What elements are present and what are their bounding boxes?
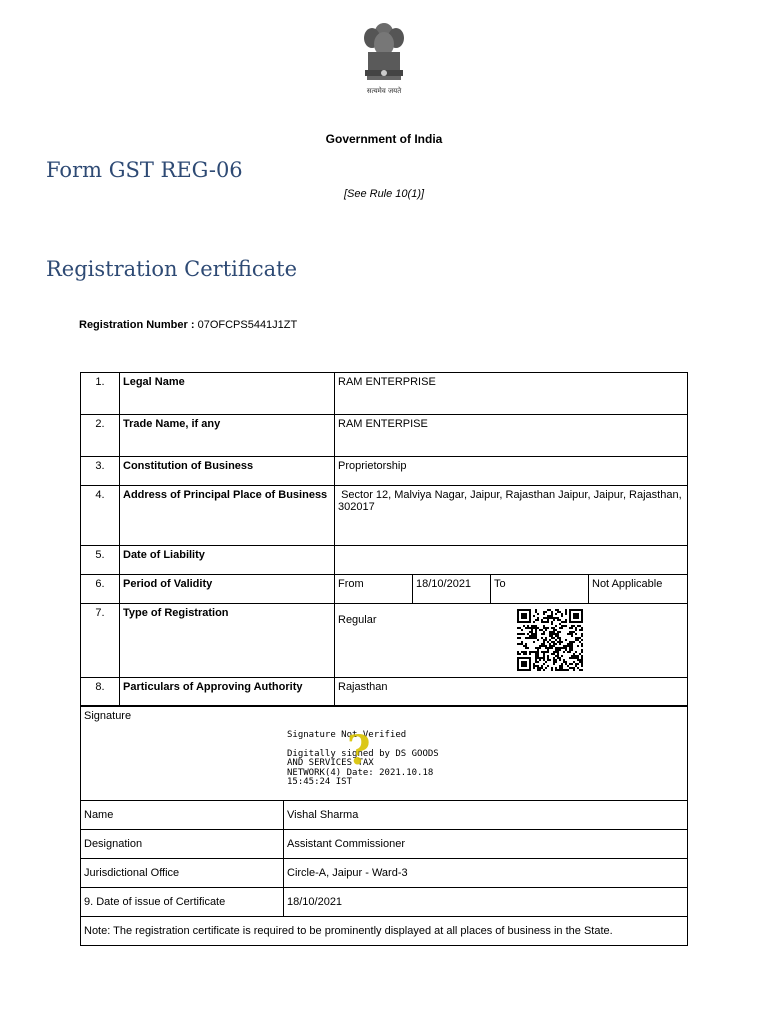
table-row: [81, 457, 688, 486]
signature-not-verified: Signature Not Verified: [287, 730, 407, 740]
certificate-title: Registration Certificate: [46, 257, 298, 281]
row-number: 3.: [81, 457, 120, 486]
validity-to-value: Not Applicable: [589, 575, 688, 604]
row-number: 8.: [81, 678, 120, 707]
registration-type-value: Regular: [335, 604, 688, 678]
name-value: Vishal Sharma: [284, 801, 688, 830]
address-value: Sector 12, Malviya Nagar, Jaipur, Rajasthan Jaipur, Jaipur, Rajasthan, 302017: [335, 486, 688, 546]
qr-code-icon: [517, 609, 583, 671]
row-label: Address of Principal Place of Business: [120, 486, 335, 546]
name-label: Name: [81, 801, 284, 830]
table-row: [81, 604, 688, 678]
signature-line: AND SERVICES TAX: [287, 758, 374, 768]
form-title: Form GST REG-06: [46, 158, 243, 182]
row-label: Particulars of Approving Authority: [120, 678, 335, 707]
signature-line: 15:45:24 IST: [287, 777, 353, 787]
question-mark-icon: ?: [347, 727, 371, 774]
trade-name-value: RAM ENTERPISE: [335, 415, 688, 457]
table-row: [81, 415, 688, 457]
emblem-motto: सत्यमेव जयते: [366, 87, 402, 95]
registration-number-value: 07OFCPS5441J1ZT: [197, 319, 298, 331]
jurisdictional-office-value: Circle-A, Jaipur - Ward-3: [284, 859, 688, 888]
legal-name-value: RAM ENTERPRISE: [335, 373, 688, 415]
row-number: 4.: [81, 486, 120, 546]
validity-from-label: From: [335, 575, 413, 604]
registration-number-label: Registration Number :: [79, 319, 195, 331]
row-label: Period of Validity: [120, 575, 335, 604]
constitution-value: Proprietorship: [335, 457, 688, 486]
issue-date-value: 18/10/2021: [284, 888, 688, 917]
registration-number-line: [79, 319, 297, 331]
signature-line: Digitally signed by DS GOODS: [287, 748, 439, 759]
row-label: Type of Registration: [120, 604, 335, 678]
signature-cell: [81, 706, 688, 801]
row-label: Trade Name, if any: [120, 415, 335, 457]
signature-line: NETWORK(4) Date: 2021.10.18: [287, 767, 434, 778]
designation-label: Designation: [81, 830, 284, 859]
issue-date-label: 9. Date of issue of Certificate: [81, 888, 284, 917]
signature-label: Signature: [84, 710, 132, 722]
jurisdictional-office-label: Jurisdictional Office: [81, 859, 284, 888]
table-row: [81, 678, 688, 707]
row-number: 1.: [81, 373, 120, 415]
row-number: 2.: [81, 415, 120, 457]
row-number: 5.: [81, 546, 120, 575]
certificate-note: Note: The registration certificate is required to be prominently displayed at all places of business in the State.: [81, 917, 688, 946]
designation-value: Assistant Commissioner: [284, 830, 688, 859]
row-number: 6.: [81, 575, 120, 604]
approving-authority-value: Rajasthan: [335, 678, 688, 707]
row-label: Legal Name: [120, 373, 335, 415]
details-table: [80, 372, 688, 707]
rule-reference: [See Rule 10(1)]: [343, 188, 425, 200]
validity-to-label: To: [491, 575, 589, 604]
signature-table: [80, 705, 688, 946]
validity-from-value: 18/10/2021: [413, 575, 491, 604]
table-row: [81, 546, 688, 575]
date-of-liability-value: [335, 546, 688, 575]
table-row: [81, 486, 688, 546]
table-row: [81, 575, 688, 604]
government-heading: Government of India: [325, 132, 443, 146]
row-label: Constitution of Business: [120, 457, 335, 486]
row-number: 7.: [81, 604, 120, 678]
row-label: Date of Liability: [120, 546, 335, 575]
table-row: [81, 373, 688, 415]
